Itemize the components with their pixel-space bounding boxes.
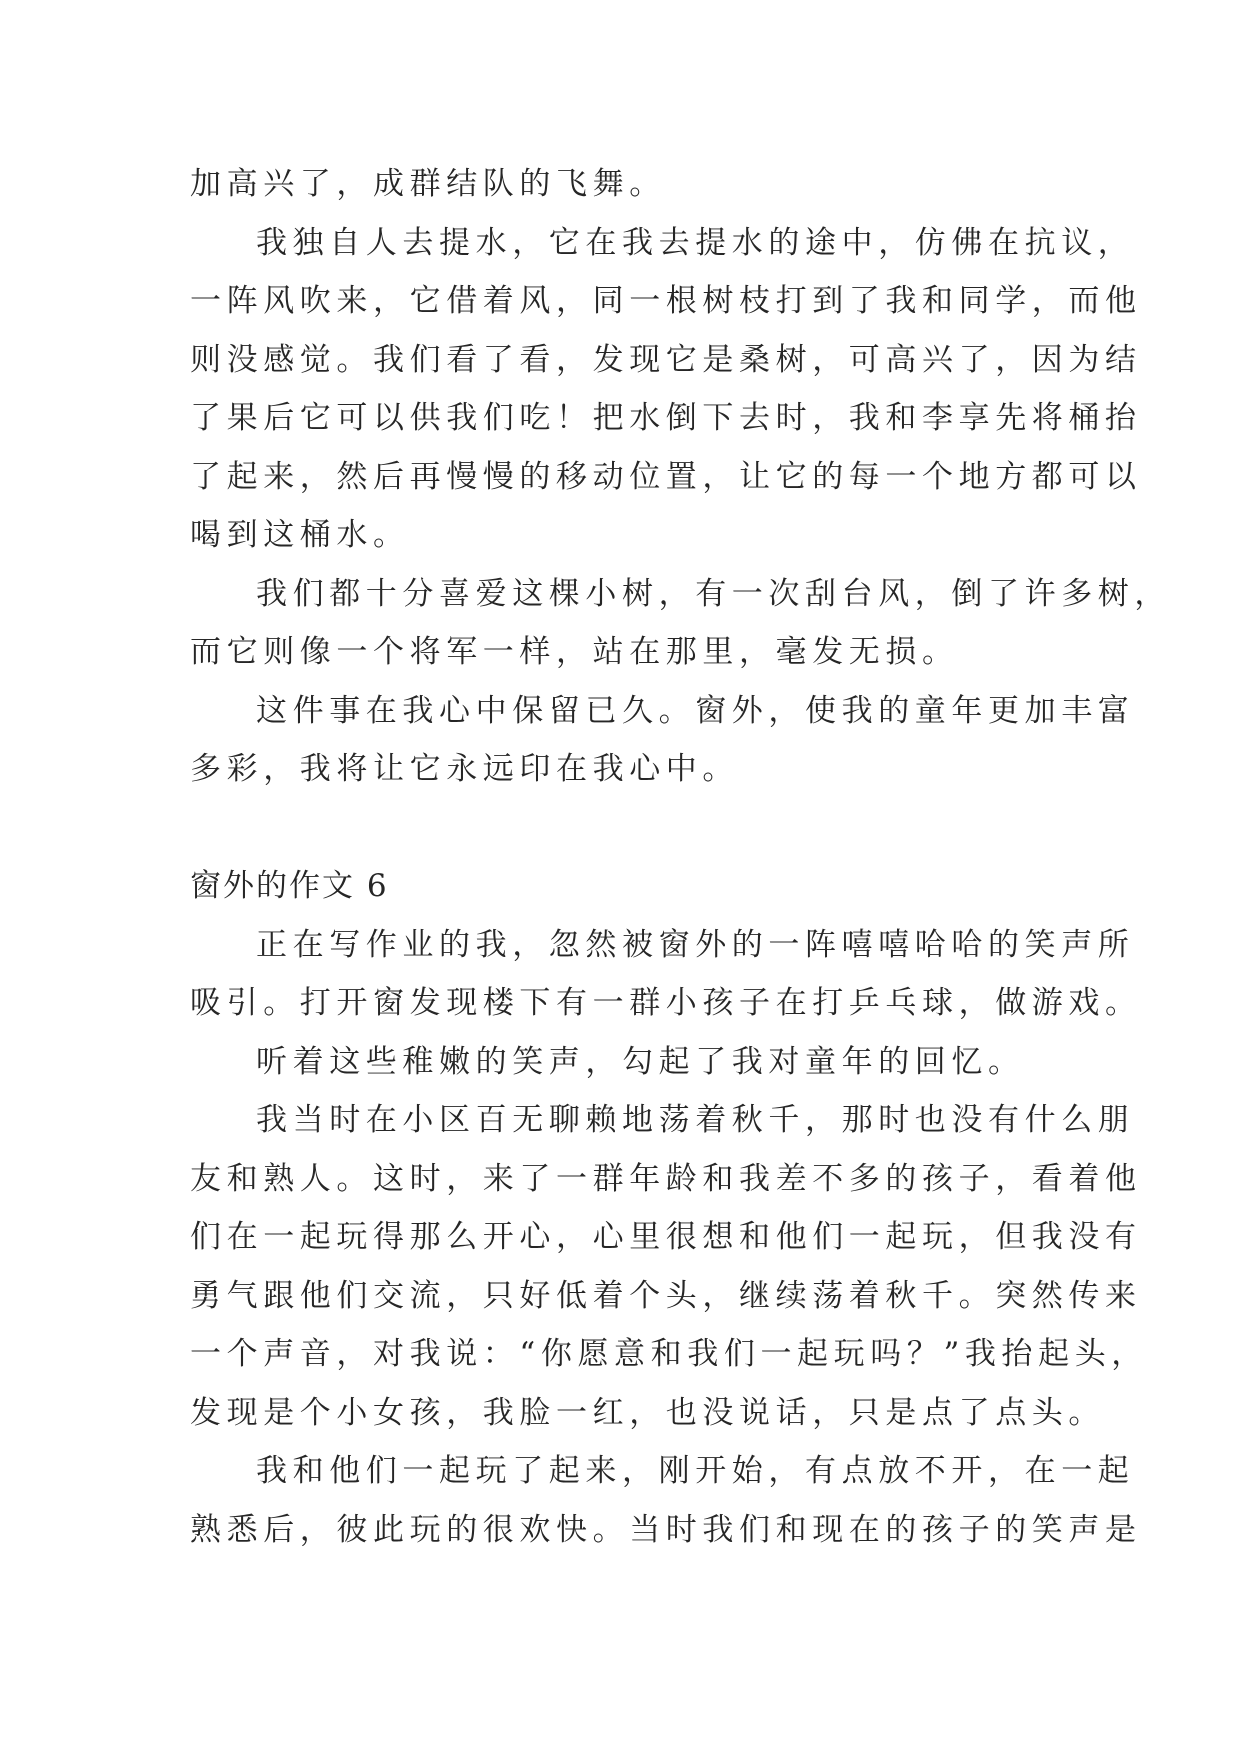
text-line: 吸引。打开窗发现楼下有一群小孩子在打乒乓球，做游戏。 <box>190 985 1142 1021</box>
paragraph-start: 我当时在小区百无聊赖地荡着秋千，那时也没有什么朋 <box>256 1102 1135 1138</box>
text-line: 一阵风吹来，它借着风，同一根树枝打到了我和同学，而他 <box>190 283 1142 319</box>
text-line: 一个声音，对我说：“你愿意和我们一起玩吗？”我抬起头， <box>190 1336 1148 1372</box>
paragraph-start: 我独自人去提水，它在我去提水的途中，仿佛在抗议， <box>256 224 1135 261</box>
text-line: 了果后它可以供我们吃！把水倒下去时，我和李享先将桶抬 <box>190 400 1142 436</box>
text-line: 喝到这桶水。 <box>190 517 410 553</box>
text-line: 加高兴了，成群结队的飞舞。 <box>190 166 666 202</box>
paragraph-start: 这件事在我心中保留已久。窗外，使我的童年更加丰富 <box>256 692 1135 729</box>
section-heading: 窗外的作文 6 <box>190 868 389 904</box>
section-spacer <box>190 799 1050 858</box>
text-line: 熟悉后，彼此玩的很欢快。当时我们和现在的孩子的笑声是 <box>190 1511 1142 1548</box>
text-line: 而它则像一个将军一样，站在那里，毫发无损。 <box>190 634 959 670</box>
text-line: 友和熟人。这时，来了一群年龄和我差不多的孩子，看着他 <box>190 1160 1142 1197</box>
text-line: 则没感觉。我们看了看，发现它是桑树，可高兴了，因为结 <box>190 341 1142 378</box>
document-body <box>190 155 1171 1559</box>
text-line: 了起来，然后再慢慢的移动位置，让它的每一个地方都可以 <box>190 458 1142 495</box>
text-line: 多彩，我将让它永远印在我心中。 <box>190 751 739 787</box>
paragraph-start: 我和他们一起玩了起来，刚开始，有点放不开，在一起 <box>256 1453 1135 1489</box>
paragraph-start: 正在写作业的我，忽然被窗外的一阵嘻嘻哈哈的笑声所 <box>256 926 1135 963</box>
text-line: 发现是个小女孩，我脸一红，也没说话，只是点了点头。 <box>190 1394 1105 1431</box>
paragraph-start: 听着这些稚嫩的笑声，勾起了我对童年的回忆。 <box>256 1043 1025 1080</box>
text-line: 勇气跟他们交流，只好低着个头，继续荡着秋千。突然传来 <box>190 1277 1142 1314</box>
paragraph-start: 我们都十分喜爱这棵小树，有一次刮台风，倒了许多树， <box>256 575 1171 612</box>
text-line: 们在一起玩得那么开心，心里很想和他们一起玩，但我没有 <box>190 1219 1142 1255</box>
